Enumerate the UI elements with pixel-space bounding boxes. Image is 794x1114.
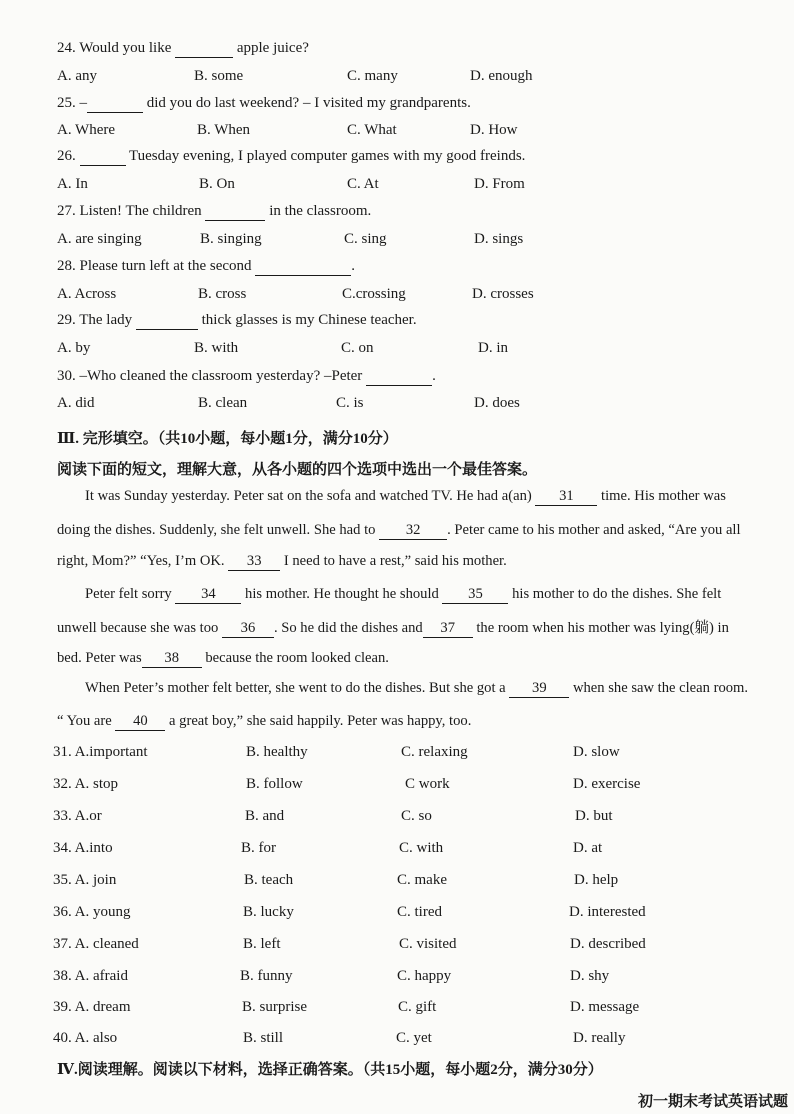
option-d: D. enough [470,68,533,84]
blank-31: 31 [535,488,597,506]
options-29 [57,340,757,360]
option-d: D. shy [570,968,610,984]
option-b: B. On [199,176,235,192]
option-c: C.crossing [342,286,406,302]
option-a: 32. A. stop [53,776,119,792]
question-text: . [432,368,436,384]
passage-text: a great boy,” she said happily. Peter was happy, too. [169,713,472,729]
option-d: D. slow [573,744,620,760]
option-d: D. but [575,808,613,824]
passage-text: I need to have a rest,” said his mother. [283,553,507,569]
answer-blank [255,258,351,276]
option-a: 35. A. join [53,872,117,888]
passage-text: because the room looked clean. [205,650,389,666]
option-b: B. singing [200,231,262,247]
question-text: in the classroom. [269,203,372,219]
option-b: B. When [197,122,251,138]
options-27 [57,231,757,251]
question-29 [57,312,417,330]
section-3-title: Ⅲ. 完形填空。（共10小题，每小题1分，满分10分） [57,431,398,447]
option-a: 33. A.or [53,808,102,824]
choice-row-34 [53,840,773,860]
option-a: 37. A. cleaned [53,936,139,952]
option-c: C. What [347,122,397,138]
passage-line [57,650,792,668]
passage-line [85,488,794,506]
choice-row-39 [53,999,773,1019]
blank-35: 35 [442,586,508,604]
question-number: 30. [57,368,76,384]
passage-text: Peter felt sorry [85,586,172,602]
question-text: apple juice? [236,40,309,56]
passage-line [57,522,792,540]
passage-text: right, Mom?” “Yes, I’m OK. [57,553,225,569]
blank-34: 34 [175,586,241,604]
question-27 [57,203,371,221]
option-d: D. does [474,395,520,411]
question-24 [57,40,309,58]
option-b: B. for [241,840,276,856]
choice-row-31 [53,744,773,764]
option-d: D. crosses [472,286,534,302]
option-b: B. lucky [243,904,294,920]
passage-text: . Peter came to his mother and asked, “Are you all [447,522,741,538]
option-b: B. cross [198,286,247,302]
option-d: D. How [470,122,518,138]
passage-text: “ You are [57,713,112,729]
option-d: D. message [570,999,640,1015]
option-a: A. Across [57,286,117,302]
blank-40: 40 [115,713,165,731]
options-24 [57,68,757,88]
options-26 [57,176,757,196]
question-text: – [79,95,87,111]
choice-row-33 [53,808,773,828]
passage-line [85,586,794,604]
answer-blank [205,203,265,221]
option-b: B. funny [240,968,293,984]
option-b: B. surprise [242,999,307,1015]
option-d: D. exercise [573,776,641,792]
answer-blank [87,95,143,113]
question-number: 27. [57,203,76,219]
passage-text: time. His mother was [601,488,726,504]
option-d: D. sings [474,231,524,247]
option-c: C. yet [396,1030,432,1046]
page-footer: 初一期末考试英语试题 [637,1092,788,1110]
option-a: 36. A. young [53,904,131,920]
passage-text: bed. Peter was [57,650,142,666]
passage-text: his mother. He thought he should [245,586,439,602]
option-b: B. and [245,808,285,824]
question-text: The lady [79,312,133,328]
option-c: C. on [341,340,374,356]
question-number: 24. [57,40,76,56]
option-c: C. so [401,808,432,824]
option-c: C. relaxing [401,744,468,760]
answer-blank [136,312,198,330]
option-a: A. Where [57,122,116,138]
question-number: 28. [57,258,76,274]
question-text: Please turn left at the second [79,258,252,274]
answer-blank [366,368,432,386]
option-b: B. still [243,1030,284,1046]
option-d: D. at [573,840,603,856]
option-a: 40. A. also [53,1030,118,1046]
question-25 [57,95,471,113]
option-d: D. help [574,872,619,888]
option-d: D. From [474,176,525,192]
passage-text: When Peter’s mother felt better, she went to do the dishes. But she got a [85,680,506,696]
option-c: C. At [347,176,379,192]
question-text: –Who cleaned the classroom yesterday? –Peter [79,368,363,384]
option-a: A. In [57,176,88,192]
choice-row-37 [53,936,773,956]
passage-line [57,553,792,571]
passage-text: when she saw the clean room. [572,680,749,696]
blank-39: 39 [509,680,569,698]
passage-line [57,713,792,731]
question-28 [57,258,355,276]
option-c: C. sing [344,231,387,247]
passage-text: It was Sunday yesterday. Peter sat on the sofa and watched TV. He had a(an) [85,488,532,504]
option-a: A. by [57,340,91,356]
option-b: B. teach [244,872,294,888]
section-3-instruction: 阅读下面的短文，理解大意，从各小题的四个选项中选出一个最佳答案。 [57,462,538,478]
option-c: C. is [336,395,364,411]
blank-37: 37 [423,620,473,638]
option-b: B. left [243,936,281,952]
option-a: A. are singing [57,231,142,247]
option-d: D. interested [569,904,646,920]
option-d: D. described [570,936,646,952]
option-b: B. follow [246,776,303,792]
passage-line [85,680,794,698]
question-26 [57,148,525,166]
options-28 [57,286,757,306]
passage-text: his mother to do the dishes. She felt [512,586,722,602]
question-number: 25. [57,95,76,111]
question-text: Would you like [79,40,172,56]
question-text: Tuesday evening, I played computer games with my good freinds. [128,148,526,164]
passage-line [57,616,792,638]
options-30 [57,395,757,415]
blank-32: 32 [379,522,447,540]
question-number: 26. [57,148,76,164]
option-a: A. did [57,395,95,411]
choice-row-36 [53,904,773,924]
passage-text: unwell because she was too [57,620,219,636]
question-30 [57,368,436,386]
option-c: C. with [399,840,444,856]
blank-33: 33 [228,553,280,571]
option-a: 31. A.important [53,744,148,760]
option-c: C. tired [397,904,442,920]
question-text: thick glasses is my Chinese teacher. [201,312,417,328]
option-c: C. make [397,872,447,888]
section-4-title: Ⅳ.阅读理解。阅读以下材料，选择正确答案。（共15小题，每小题2分，满分30分） [57,1062,603,1078]
choice-row-38 [53,968,773,988]
option-a: 34. A.into [53,840,113,856]
option-d: D. really [573,1030,626,1046]
option-d: D. in [478,340,508,356]
answer-blank [175,40,233,58]
blank-36: 36 [222,620,274,638]
option-b: B. with [194,340,239,356]
option-a: 39. A. dream [53,999,131,1015]
question-text: Listen! The children [79,203,202,219]
answer-blank [80,148,126,166]
option-c: C. many [347,68,398,84]
choice-row-32 [53,776,773,796]
option-c: C. visited [399,936,457,952]
passage-text: the room when his mother was lying(躺) in [476,620,729,636]
choice-row-40 [53,1030,773,1050]
option-a: 38. A. afraid [53,968,128,984]
options-25 [57,122,757,142]
passage-text: . So he did the dishes and [273,620,423,636]
option-b: B. clean [198,395,248,411]
question-text: did you do last weekend? – I visited my grandparents. [146,95,471,111]
option-b: B. healthy [246,744,308,760]
passage-text: doing the dishes. Suddenly, she felt unwell. She had to [57,522,376,538]
option-c: C. gift [398,999,437,1015]
option-b: B. some [194,68,244,84]
choice-row-35 [53,872,773,892]
option-a: A. any [57,68,97,84]
option-c: C work [405,776,450,792]
blank-38: 38 [142,650,202,668]
question-text: . [351,258,356,274]
option-c: C. happy [397,968,452,984]
question-number: 29. [57,312,76,328]
